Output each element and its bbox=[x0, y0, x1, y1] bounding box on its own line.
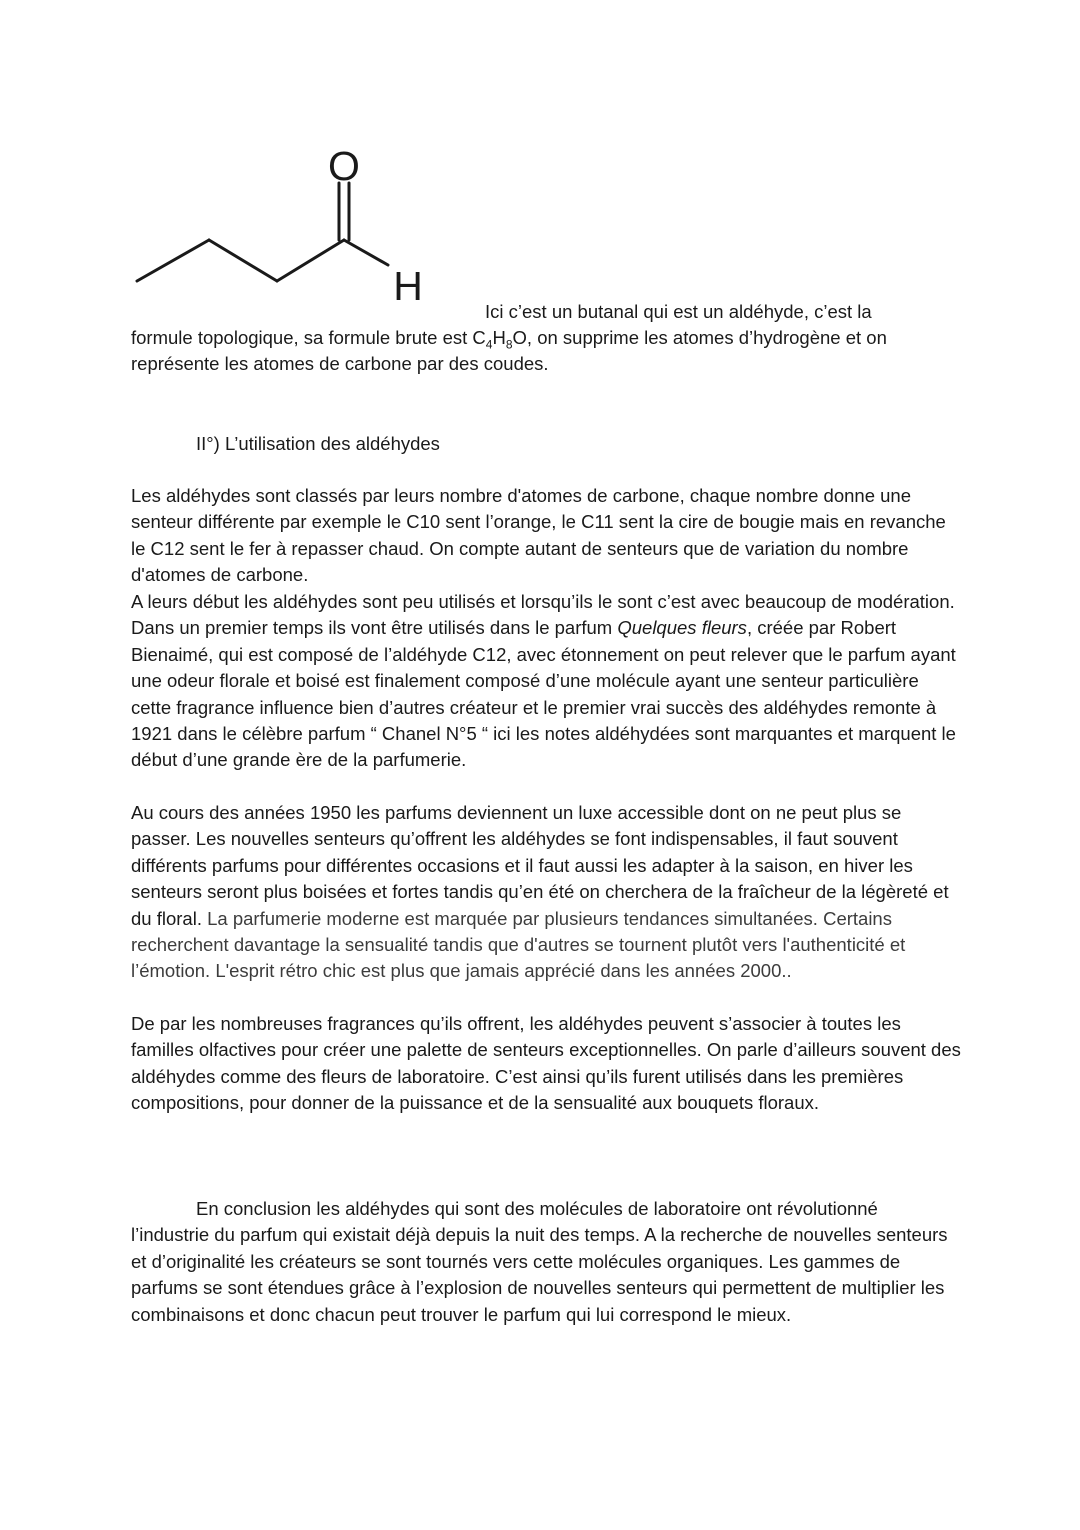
hydrogen-atom-label: H bbox=[393, 263, 423, 309]
intro-first-line: Ici c’est un butanal qui est un aldéhyde, c’est la bbox=[485, 301, 872, 322]
intro-text-part-a: formule topologique, sa formule brute est C bbox=[131, 327, 486, 348]
paragraph-1950s bbox=[131, 800, 961, 985]
intro-paragraph bbox=[131, 325, 961, 378]
paragraph-history-part-b: , créée par Robert Bienaimé, qui est composé de l’aldéhyde C12, avec étonnement on peut relever que le parfum ayant une odeur florale et boisé est finalement composé d’une molécule ayant une senteur particulière cette fragrance influence bien d’autres créateur et le premier vrai succès des aldéhydes remonte à 1921 dans le célèbre parfum “ Chanel N°5 “ ici les notes aldéhydées sont marquantes et marquent le début d’une grande ère de la parfumerie. bbox=[131, 617, 956, 771]
intro-text-part-b: H bbox=[492, 327, 506, 348]
formula-subscript-carbon: 4 bbox=[485, 337, 493, 352]
paragraph-history bbox=[131, 589, 961, 774]
paragraph-carbon-counts: Les aldéhydes sont classés par leurs nombre d'atomes de carbone, chaque nombre donne une senteur différente par exemple le C10 sent l’orange, le C11 sent la cire de bougie mais en revanche le C12 sent le fer à repasser chaud. On compte autant de senteurs que de variation du nombre d'atomes de carbone. bbox=[131, 485, 946, 586]
formula-subscript-hydrogen: 8 bbox=[505, 337, 513, 352]
paragraph-olfactive-families: De par les nombreuses fragrances qu’ils offrent, les aldéhydes peuvent s’associer à toutes les familles olfactives pour créer une palette de senteurs exceptionnelles. On parle d’ailleurs souvent des aldéhydes comme des fleurs de laboratoire. C’est ainsi qu’ils furent utilisés dans les premières compositions, pour donner de la puissance et de la sensualité aux bouquets floraux. bbox=[131, 1013, 961, 1114]
section-heading: II°) L’utilisation des aldéhydes bbox=[196, 433, 440, 454]
paragraph-conclusion: En conclusion les aldéhydes qui sont des molécules de laboratoire ont révolutionné l’industrie du parfum qui existait déjà depuis la nuit des temps. A la recherche de nouvelles senteurs et d’originalité les créateurs se sont tournés vers cette molécules organiques. Les gammes de parfums se sont étendues grâce à l’explosion de nouvelles senteurs qui permettent de multiplier les combinaisons et donc chacun peut trouver le parfum qui lui correspond le mieux. bbox=[131, 1198, 948, 1325]
paragraph-modern-perfumery: La parfumerie moderne est marquée par plusieurs tendances simultanées. Certains recherchent davantage la sensualité tandis que d'autres se tournent plutôt vers l'authenticité et l’émotion. L'esprit rétro chic est plus que jamais apprécié dans les années 2000.. bbox=[131, 907, 906, 982]
butanal-structure-diagram bbox=[130, 140, 450, 310]
oxygen-atom-label: O bbox=[328, 143, 360, 189]
bond-c4-h bbox=[344, 240, 388, 265]
perfume-name-italic: Quelques fleurs bbox=[617, 617, 747, 639]
bond-c1-c2 bbox=[137, 240, 209, 281]
bond-c2-c3 bbox=[209, 240, 277, 281]
paragraph-history-part-a: A leurs début les aldéhydes sont peu utilisés et lorsqu’ils le sont c’est avec beaucoup de modération. Dans un premier temps ils vont être utilisés dans le parfum bbox=[131, 591, 955, 639]
bond-c3-c4 bbox=[277, 240, 344, 281]
intro-text-part-c: O, on supprime les atomes d’hydrogène et on représente les atomes de carbone par des coudes. bbox=[131, 327, 887, 375]
paragraph-1950s-part-a: Au cours des années 1950 les parfums deviennent un luxe accessible dont on ne peut plus se passer. Les nouvelles senteurs qu’offrent les aldéhydes se font indispensables, il faut souvent différents parfums pour différentes occasions et il faut aussi les adapter à la saison, en hiver les senteurs seront plus boisées et fortes tandis qu’en été on cherchera de la fraîcheur de la légèreté et du floral. bbox=[131, 802, 949, 929]
